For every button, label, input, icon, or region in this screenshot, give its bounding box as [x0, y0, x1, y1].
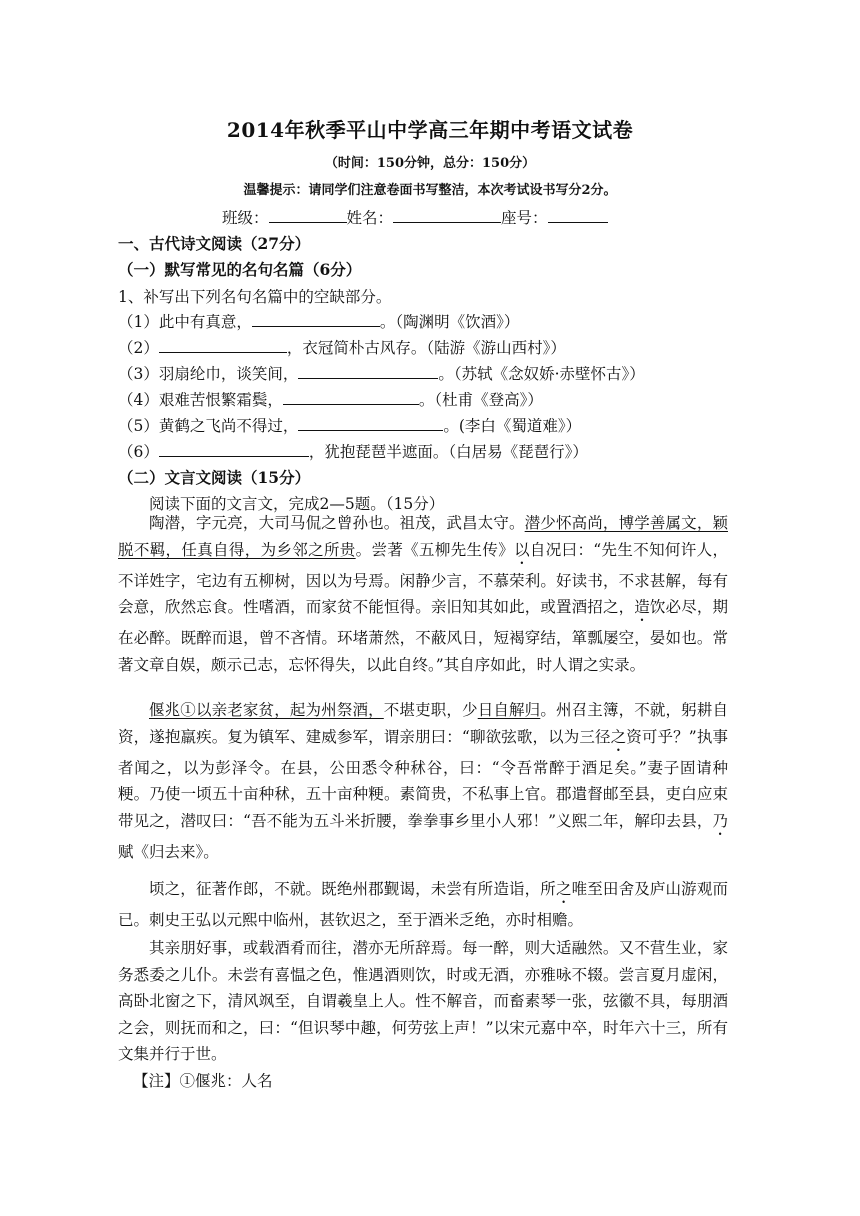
dotted-char: 造 [634, 598, 650, 616]
answer-blank[interactable] [283, 390, 419, 405]
fill-item-5: （5）黄鹤之飞尚不得过， 。(李白《蜀道难》） [118, 417, 582, 435]
tip-text: 温馨提示：请同学们注意卷面书写整洁，本次考试设书写分2分。 [243, 183, 617, 198]
student-info-line [222, 206, 608, 228]
passage-paragraph-2: 偃兆①以亲老家贫，起为州祭酒，不堪吏职，少日自解归。州召主簿，不就，躬耕自资，遂抱羸疾。复为镇军、建威参军，谓亲朋曰：“聊欲弦歌，以为三径之资可乎？”执事者闻之，以为彭泽令。在县，公田悉令种秫谷，曰：“令吾常醉于酒足矣。”妻子固请种粳。乃使一顷五十亩种秫，五十亩种粳。素简贵，不私事上官。郡遣督邮至县，吏白应束带见之，潜叹曰：“吾不能为五斗米折腰，拳拳事乡里小人邪！”义熙二年，解印去县，乃赋《归去来》。 [118, 701, 728, 861]
passage-paragraph-4: 其亲朋好事，或载酒肴而往，潜亦无所辞焉。每一醉，则大适融然。又不营生业，家务悉委之儿仆。未尝有喜愠之色，惟遇酒则饮，时或无酒，亦雅咏不辍。尝言夏月虚闲，高卧北窗之下，清风飒至，自谓羲皇上人。性不解音，而畜素琴一张，弦徽不具，每朋酒之会，则抚而和之，曰：“但识琴中趣，何劳弦上声！”以宋元嘉中卒，时年六十三，所有文集并行于世。 [118, 939, 728, 1063]
name-blank[interactable] [393, 208, 501, 223]
dotted-char: 以 [514, 540, 530, 559]
section-heading: 一、古代诗文阅读（27分） [118, 234, 311, 253]
answer-blank[interactable] [298, 364, 438, 379]
page-title: 2014年秋季平山中学高三年期中考语文试卷 [226, 118, 634, 142]
underlined-sentence: 偃兆①以亲老家贫，起为州祭酒， [149, 701, 384, 719]
class-label: 班级： [222, 209, 269, 227]
dotted-char: 之 [555, 880, 572, 898]
passage-paragraph-3: 顷之，征著作郎，不就。既绝州郡觐谒，未尝有所造诣，所之唯至田舍及庐山游观而已。刺史王弘以元熙中临州，甚钦迟之，至于酒米乏绝，亦时相赡。 [118, 880, 728, 929]
dotted-char: 乃 [712, 811, 728, 830]
part-heading-1: （一）默写常见的名句名篇（6分） [118, 260, 362, 279]
fill-item-1: （1）此中有真意， 。（陶渊明《饮酒》） [118, 313, 520, 331]
answer-blank[interactable] [252, 312, 380, 327]
answer-blank[interactable] [159, 442, 309, 457]
footnote: 【注】①偃兆：人名 [133, 1072, 273, 1090]
time-info: （时间：150分钟，总分：150分） [324, 156, 536, 171]
seat-blank[interactable] [548, 208, 608, 223]
answer-blank[interactable] [159, 338, 287, 353]
question-1: 1、补写出下列名句名篇中的空缺部分。 [118, 288, 392, 306]
dotted-char: 之 [610, 727, 627, 746]
underlined-sentence: 潜少怀高尚，博学善属文，颖脱不羁，任真自得，为乡邻之所贵 [118, 514, 728, 559]
passage-paragraph-1: 陶潜，字元亮，大司马侃之曾孙也。祖茂，武昌太守。潜少怀高尚，博学善属文，颖脱不羁，任真自得，为乡邻之所贵。尝著《五柳先生传》以自况曰：“先生不知何许人，不详姓字，宅边有五柳树，因以为号焉。闲静少言，不慕荣利。好读书，不求甚解，每有会意，欣然忘食。性嗜酒，而家贫不能恒得。亲旧知其如此，或置酒招之，造饮必尽，期在必醉。既醉而退，曾不吝情。环堵萧然，不蔽风日，短褐穿结，箪瓢屡空，晏如也。常著文章自娱，颇示己志，忘怀得失，以此自终。”其自序如此，时人谓之实录。 [118, 514, 728, 674]
fill-item-3: （3）羽扇纶巾，谈笑间， 。（苏轼《念奴娇·赤壁怀古》） [118, 365, 645, 383]
underlined-sentence: 日自解归 [477, 701, 541, 719]
seat-label: 座号： [501, 209, 548, 227]
fill-item-6: （6） ，犹抱琵琶半遮面。（白居易《琵琶行》） [118, 443, 588, 461]
part-heading-2: （二）文言文阅读（15分） [118, 468, 311, 487]
class-blank[interactable] [269, 208, 347, 223]
reading-intro: 阅读下面的文言文，完成2—5题。（15分） [149, 495, 445, 513]
name-label: 姓名： [346, 209, 394, 227]
fill-item-4: （4）艰难苦恨繁霜鬓， 。（杜甫《登高》） [118, 391, 543, 409]
fill-item-2: （2） ，衣冠简朴古风存。（陆游《游山西村》） [118, 339, 566, 357]
answer-blank[interactable] [298, 416, 443, 431]
